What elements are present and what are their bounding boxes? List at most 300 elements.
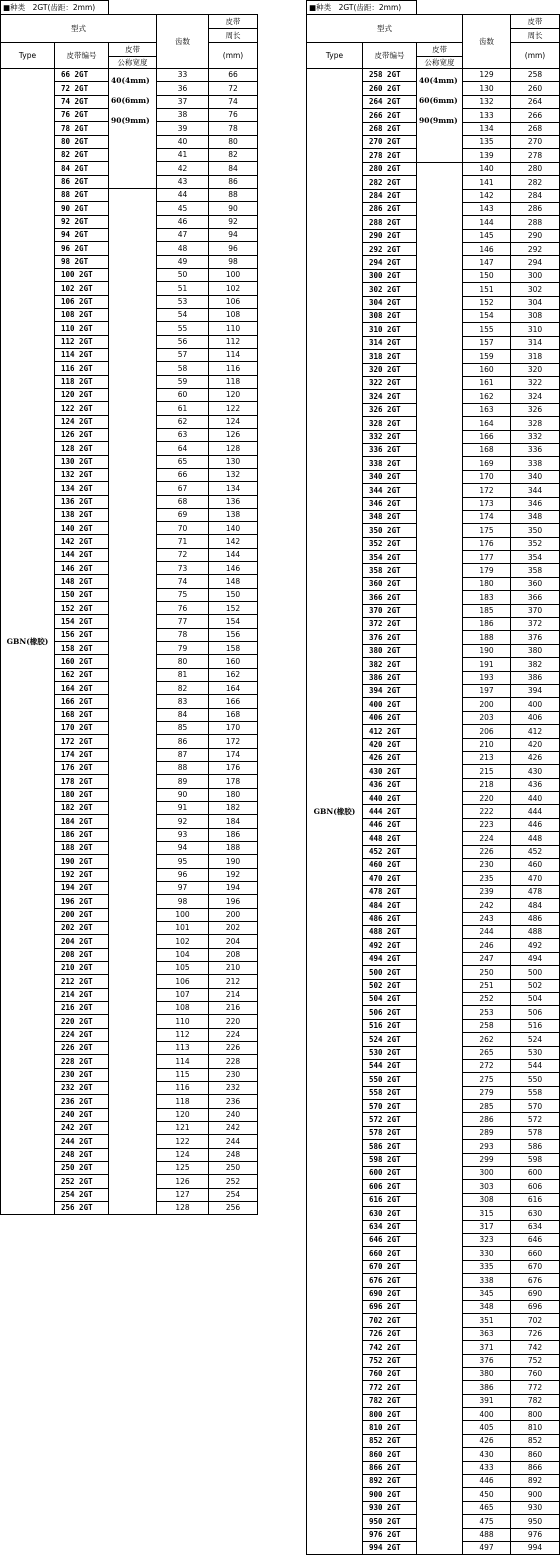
perimeter-cell: 670 <box>511 1260 560 1273</box>
belt-code-cell: 160 2GT <box>55 655 109 668</box>
table-title: ■种类 2GT(齿距：2mm) <box>307 1 417 15</box>
perimeter-cell: 380 <box>511 644 560 657</box>
belt-code-cell: 256 2GT <box>55 1201 109 1214</box>
perimeter-cell: 78 <box>209 122 258 135</box>
teeth-count-cell: 127 <box>157 1188 209 1201</box>
belt-code-cell: 504 2GT <box>363 992 417 1005</box>
belt-code-cell: 310 2GT <box>363 323 417 336</box>
perimeter-cell: 304 <box>511 296 560 309</box>
perimeter-cell: 406 <box>511 711 560 724</box>
teeth-count-cell: 38 <box>157 108 209 121</box>
width-option: 40(4mm) <box>419 76 458 85</box>
belt-code-cell: 436 2GT <box>363 778 417 791</box>
belt-code-cell: 354 2GT <box>363 551 417 564</box>
perimeter-cell: 726 <box>511 1327 560 1340</box>
perimeter-cell: 440 <box>511 792 560 805</box>
teeth-count-cell: 174 <box>463 510 511 523</box>
belt-code-cell: 366 2GT <box>363 591 417 604</box>
perimeter-cell: 140 <box>209 522 258 535</box>
belt-code-cell: 90 2GT <box>55 202 109 215</box>
teeth-count-cell: 162 <box>463 390 511 403</box>
belt-code-cell: 634 2GT <box>363 1220 417 1233</box>
perimeter-cell: 516 <box>511 1019 560 1032</box>
teeth-count-cell: 74 <box>157 575 209 588</box>
perimeter-cell: 772 <box>511 1381 560 1394</box>
teeth-count-cell: 141 <box>463 176 511 189</box>
belt-code-cell: 344 2GT <box>363 484 417 497</box>
perimeter-cell: 96 <box>209 242 258 255</box>
belt-code-cell: 670 2GT <box>363 1260 417 1273</box>
perimeter-cell: 976 <box>511 1528 560 1541</box>
teeth-count-cell: 39 <box>157 122 209 135</box>
teeth-count-cell: 76 <box>157 602 209 615</box>
teeth-count-cell: 60 <box>157 388 209 401</box>
belt-code-cell: 492 2GT <box>363 939 417 952</box>
perimeter-cell: 94 <box>209 228 258 241</box>
perimeter-cell: 950 <box>511 1515 560 1528</box>
belt-code-cell: 446 2GT <box>363 818 417 831</box>
perimeter-cell: 214 <box>209 988 258 1001</box>
teeth-count-cell: 330 <box>463 1247 511 1260</box>
teeth-count-cell: 66 <box>157 468 209 481</box>
belt-code-cell: 146 2GT <box>55 562 109 575</box>
belt-code-cell: 772 2GT <box>363 1381 417 1394</box>
teeth-count-cell: 272 <box>463 1059 511 1072</box>
perimeter-cell: 436 <box>511 778 560 791</box>
teeth-count-cell: 190 <box>463 644 511 657</box>
belt-code-cell: 752 2GT <box>363 1354 417 1367</box>
perimeter-cell: 188 <box>209 842 258 855</box>
belt-code-cell: 260 2GT <box>363 82 417 95</box>
belt-code-cell: 224 2GT <box>55 1028 109 1041</box>
teeth-count-cell: 155 <box>463 323 511 336</box>
perimeter-cell: 264 <box>511 95 560 108</box>
belt-code-cell: 124 2GT <box>55 415 109 428</box>
belt-code-cell: 228 2GT <box>55 1055 109 1068</box>
teeth-count-cell: 134 <box>463 122 511 135</box>
belt-code-cell: 530 2GT <box>363 1046 417 1059</box>
teeth-count-cell: 121 <box>157 1121 209 1134</box>
perimeter-cell: 200 <box>209 908 258 921</box>
teeth-count-cell: 172 <box>463 484 511 497</box>
belt-code-cell: 212 2GT <box>55 975 109 988</box>
width-filler <box>109 188 157 1214</box>
perimeter-cell: 224 <box>209 1028 258 1041</box>
teeth-count-cell: 426 <box>463 1434 511 1447</box>
perimeter-cell: 134 <box>209 482 258 495</box>
belt-code-cell: 258 2GT <box>363 69 417 82</box>
belt-code-cell: 162 2GT <box>55 668 109 681</box>
perimeter-cell: 232 <box>209 1081 258 1094</box>
teeth-count-cell: 244 <box>463 926 511 939</box>
teeth-count-cell: 497 <box>463 1541 511 1554</box>
perimeter-cell: 340 <box>511 470 560 483</box>
teeth-count-cell: 345 <box>463 1287 511 1300</box>
perimeter-cell: 260 <box>511 82 560 95</box>
belt-code-cell: 136 2GT <box>55 495 109 508</box>
perimeter-cell: 192 <box>209 868 258 881</box>
perimeter-cell: 366 <box>511 591 560 604</box>
perimeter-cell: 158 <box>209 642 258 655</box>
perimeter-cell: 506 <box>511 1006 560 1019</box>
belt-code-cell: 500 2GT <box>363 966 417 979</box>
belt-code-cell: 440 2GT <box>363 792 417 805</box>
belt-code-cell: 174 2GT <box>55 748 109 761</box>
belt-code-cell: 192 2GT <box>55 868 109 881</box>
perimeter-cell: 84 <box>209 162 258 175</box>
teeth-count-cell: 110 <box>157 1015 209 1028</box>
belt-code-cell: 332 2GT <box>363 430 417 443</box>
perimeter-cell: 900 <box>511 1488 560 1501</box>
perimeter-cell: 266 <box>511 109 560 122</box>
perimeter-cell: 930 <box>511 1501 560 1514</box>
belt-code-cell: 900 2GT <box>363 1488 417 1501</box>
teeth-count-cell: 293 <box>463 1140 511 1153</box>
teeth-count-cell: 61 <box>157 402 209 415</box>
perimeter-cell: 676 <box>511 1274 560 1287</box>
perimeter-cell: 478 <box>511 885 560 898</box>
belt-code-cell: 502 2GT <box>363 979 417 992</box>
teeth-count-cell: 102 <box>157 935 209 948</box>
teeth-count-cell: 144 <box>463 216 511 229</box>
belt-code-cell: 74 2GT <box>55 95 109 108</box>
perimeter-cell: 344 <box>511 484 560 497</box>
perimeter-cell: 742 <box>511 1341 560 1354</box>
belt-code-cell: 88 2GT <box>55 188 109 201</box>
belt-code-cell: 80 2GT <box>55 135 109 148</box>
teeth-count-cell: 203 <box>463 711 511 724</box>
perimeter-cell: 782 <box>511 1394 560 1407</box>
belt-code-cell: 288 2GT <box>363 216 417 229</box>
perimeter-cell: 278 <box>511 149 560 162</box>
belt-code-cell: 484 2GT <box>363 899 417 912</box>
teeth-count-cell: 230 <box>463 859 511 872</box>
teeth-count-cell: 42 <box>157 162 209 175</box>
perimeter-cell: 570 <box>511 1100 560 1113</box>
belt-code-cell: 324 2GT <box>363 390 417 403</box>
belt-code-cell: 338 2GT <box>363 457 417 470</box>
perimeter-cell: 852 <box>511 1434 560 1447</box>
belt-code-cell: 186 2GT <box>55 828 109 841</box>
teeth-count-cell: 96 <box>157 868 209 881</box>
belt-code-cell: 166 2GT <box>55 695 109 708</box>
belt-code-cell: 282 2GT <box>363 176 417 189</box>
teeth-count-cell: 488 <box>463 1528 511 1541</box>
teeth-count-cell: 85 <box>157 722 209 735</box>
belt-code-cell: 196 2GT <box>55 895 109 908</box>
belt-spec-table <box>0 0 258 1215</box>
perimeter-cell: 310 <box>511 323 560 336</box>
teeth-count-cell: 242 <box>463 899 511 912</box>
teeth-count-cell: 44 <box>157 188 209 201</box>
perimeter-cell: 138 <box>209 508 258 521</box>
belt-code-cell: 930 2GT <box>363 1501 417 1514</box>
belt-code-cell: 190 2GT <box>55 855 109 868</box>
teeth-count-cell: 285 <box>463 1100 511 1113</box>
belt-code-cell: 236 2GT <box>55 1095 109 1108</box>
width-options <box>417 69 463 163</box>
teeth-count-cell: 51 <box>157 282 209 295</box>
belt-code-cell: 216 2GT <box>55 1001 109 1014</box>
teeth-count-cell: 279 <box>463 1086 511 1099</box>
belt-code-cell: 240 2GT <box>55 1108 109 1121</box>
belt-code-cell: 352 2GT <box>363 537 417 550</box>
belt-code-cell: 226 2GT <box>55 1041 109 1054</box>
teeth-count-cell: 175 <box>463 524 511 537</box>
perimeter-cell: 452 <box>511 845 560 858</box>
teeth-count-cell: 58 <box>157 362 209 375</box>
perimeter-cell: 244 <box>209 1135 258 1148</box>
type-value: GBN(橡胶) <box>1 69 55 1215</box>
belt-code-cell: 570 2GT <box>363 1100 417 1113</box>
perimeter-cell: 258 <box>511 69 560 82</box>
belt-code-cell: 248 2GT <box>55 1148 109 1161</box>
belt-code-cell: 72 2GT <box>55 82 109 95</box>
teeth-count-cell: 147 <box>463 256 511 269</box>
teeth-count-cell: 224 <box>463 832 511 845</box>
perimeter-cell: 226 <box>209 1041 258 1054</box>
perimeter-cell: 252 <box>209 1175 258 1188</box>
perimeter-cell: 98 <box>209 255 258 268</box>
perimeter-cell: 112 <box>209 335 258 348</box>
teeth-count-cell: 210 <box>463 738 511 751</box>
perimeter-cell: 358 <box>511 564 560 577</box>
teeth-count-cell: 106 <box>157 975 209 988</box>
belt-code-cell: 66 2GT <box>55 69 109 82</box>
belt-code-cell: 550 2GT <box>363 1073 417 1086</box>
teeth-count-cell: 112 <box>157 1028 209 1041</box>
teeth-count-cell: 139 <box>463 149 511 162</box>
teeth-count-cell: 80 <box>157 655 209 668</box>
teeth-count-cell: 262 <box>463 1033 511 1046</box>
teeth-count-cell: 115 <box>157 1068 209 1081</box>
perimeter-cell: 484 <box>511 899 560 912</box>
belt-code-cell: 106 2GT <box>55 295 109 308</box>
belt-code-cell: 506 2GT <box>363 1006 417 1019</box>
belt-code-cell: 168 2GT <box>55 708 109 721</box>
perimeter-cell: 860 <box>511 1448 560 1461</box>
belt-code-cell: 486 2GT <box>363 912 417 925</box>
belt-code-cell: 382 2GT <box>363 658 417 671</box>
perimeter-cell: 110 <box>209 322 258 335</box>
perimeter-cell: 302 <box>511 283 560 296</box>
perimeter-cell: 90 <box>209 202 258 215</box>
belt-code-cell: 598 2GT <box>363 1153 417 1166</box>
teeth-count-cell: 380 <box>463 1367 511 1380</box>
teeth-count-cell: 446 <box>463 1475 511 1488</box>
perimeter-cell: 142 <box>209 535 258 548</box>
belt-code-cell: 696 2GT <box>363 1300 417 1313</box>
perimeter-cell: 284 <box>511 189 560 202</box>
teeth-count-cell: 91 <box>157 802 209 815</box>
teeth-count-cell: 151 <box>463 283 511 296</box>
belt-code-cell: 702 2GT <box>363 1314 417 1327</box>
teeth-count-cell: 371 <box>463 1341 511 1354</box>
teeth-count-cell: 68 <box>157 495 209 508</box>
width-option: 60(6mm) <box>419 96 458 105</box>
belt-code-cell: 372 2GT <box>363 618 417 631</box>
belt-code-cell: 488 2GT <box>363 926 417 939</box>
teeth-count-cell: 105 <box>157 961 209 974</box>
perimeter-cell: 350 <box>511 524 560 537</box>
teeth-count-cell: 71 <box>157 535 209 548</box>
teeth-count-cell: 101 <box>157 922 209 935</box>
width-option: 90(9mm) <box>419 116 458 125</box>
teeth-count-cell: 159 <box>463 350 511 363</box>
teeth-header: 齿数 <box>157 15 209 69</box>
perimeter-cell: 280 <box>511 162 560 175</box>
teeth-count-cell: 114 <box>157 1055 209 1068</box>
teeth-count-cell: 213 <box>463 751 511 764</box>
perimeter-cell: 502 <box>511 979 560 992</box>
teeth-count-cell: 154 <box>463 310 511 323</box>
perimeter-cell: 586 <box>511 1140 560 1153</box>
perimeter-cell: 236 <box>209 1095 258 1108</box>
perimeter-cell: 190 <box>209 855 258 868</box>
belt-code-cell: 112 2GT <box>55 335 109 348</box>
teeth-count-cell: 95 <box>157 855 209 868</box>
belt-spec-table <box>306 0 560 1555</box>
belt-code-cell: 172 2GT <box>55 735 109 748</box>
teeth-count-cell: 41 <box>157 148 209 161</box>
belt-code-cell: 606 2GT <box>363 1180 417 1193</box>
teeth-count-cell: 146 <box>463 243 511 256</box>
teeth-count-cell: 177 <box>463 551 511 564</box>
teeth-count-cell: 97 <box>157 882 209 895</box>
perimeter-cell: 86 <box>209 175 258 188</box>
teeth-count-cell: 94 <box>157 842 209 855</box>
left-spec-panel <box>0 0 258 1215</box>
belt-code-cell: 866 2GT <box>363 1461 417 1474</box>
teeth-count-cell: 86 <box>157 735 209 748</box>
belt-code-cell: 114 2GT <box>55 348 109 361</box>
teeth-count-cell: 170 <box>463 470 511 483</box>
belt-code-cell: 140 2GT <box>55 522 109 535</box>
belt-code-cell: 86 2GT <box>55 175 109 188</box>
teeth-count-cell: 239 <box>463 885 511 898</box>
belt-code-cell: 346 2GT <box>363 497 417 510</box>
perimeter-cell: 354 <box>511 551 560 564</box>
perimeter-cell: 630 <box>511 1207 560 1220</box>
teeth-count-cell: 188 <box>463 631 511 644</box>
teeth-count-cell: 351 <box>463 1314 511 1327</box>
teeth-count-cell: 405 <box>463 1421 511 1434</box>
perimeter-cell: 426 <box>511 751 560 764</box>
belt-code-cell: 810 2GT <box>363 1421 417 1434</box>
belt-code-cell: 314 2GT <box>363 336 417 349</box>
belt-code-cell: 194 2GT <box>55 882 109 895</box>
perimeter-header-line1: 皮带 <box>511 15 560 29</box>
teeth-count-cell: 140 <box>463 162 511 175</box>
teeth-count-cell: 65 <box>157 455 209 468</box>
type-header: Type <box>307 43 363 69</box>
perimeter-cell: 76 <box>209 108 258 121</box>
belt-code-cell: 976 2GT <box>363 1528 417 1541</box>
teeth-count-cell: 69 <box>157 508 209 521</box>
teeth-count-cell: 465 <box>463 1501 511 1514</box>
belt-code-cell: 266 2GT <box>363 109 417 122</box>
belt-code-cell: 244 2GT <box>55 1135 109 1148</box>
teeth-count-cell: 98 <box>157 895 209 908</box>
belt-code-cell: 336 2GT <box>363 443 417 456</box>
belt-code-cell: 358 2GT <box>363 564 417 577</box>
width-option: 40(4mm) <box>111 76 150 85</box>
teeth-count-cell: 246 <box>463 939 511 952</box>
width-header-line2: 公称宽度 <box>109 57 157 69</box>
perimeter-cell: 352 <box>511 537 560 550</box>
teeth-count-cell: 183 <box>463 591 511 604</box>
teeth-count-cell: 77 <box>157 615 209 628</box>
belt-code-cell: 394 2GT <box>363 684 417 697</box>
perimeter-cell: 336 <box>511 443 560 456</box>
belt-code-cell: 110 2GT <box>55 322 109 335</box>
perimeter-cell: 994 <box>511 1541 560 1554</box>
perimeter-cell: 470 <box>511 872 560 885</box>
perimeter-cell: 116 <box>209 362 258 375</box>
perimeter-cell: 446 <box>511 818 560 831</box>
perimeter-cell: 220 <box>209 1015 258 1028</box>
teeth-count-cell: 64 <box>157 442 209 455</box>
teeth-count-cell: 160 <box>463 363 511 376</box>
teeth-count-cell: 275 <box>463 1073 511 1086</box>
perimeter-cell: 228 <box>209 1055 258 1068</box>
teeth-count-cell: 475 <box>463 1515 511 1528</box>
belt-code-cell: 760 2GT <box>363 1367 417 1380</box>
teeth-count-cell: 57 <box>157 348 209 361</box>
teeth-count-cell: 62 <box>157 415 209 428</box>
teeth-count-cell: 46 <box>157 215 209 228</box>
perimeter-cell: 412 <box>511 725 560 738</box>
belt-code-cell: 572 2GT <box>363 1113 417 1126</box>
perimeter-cell: 376 <box>511 631 560 644</box>
belt-code-cell: 852 2GT <box>363 1434 417 1447</box>
perimeter-cell: 184 <box>209 815 258 828</box>
belt-code-cell: 616 2GT <box>363 1193 417 1206</box>
teeth-count-cell: 430 <box>463 1448 511 1461</box>
perimeter-cell: 160 <box>209 655 258 668</box>
perimeter-cell: 332 <box>511 430 560 443</box>
perimeter-cell: 810 <box>511 1421 560 1434</box>
belt-code-cell: 478 2GT <box>363 885 417 898</box>
width-option: 90(9mm) <box>111 116 150 125</box>
perimeter-cell: 108 <box>209 308 258 321</box>
teeth-count-cell: 33 <box>157 69 209 82</box>
teeth-count-cell: 193 <box>463 671 511 684</box>
perimeter-cell: 488 <box>511 926 560 939</box>
perimeter-cell: 572 <box>511 1113 560 1126</box>
perimeter-cell: 196 <box>209 895 258 908</box>
belt-code-cell: 164 2GT <box>55 682 109 695</box>
teeth-count-cell: 75 <box>157 588 209 601</box>
belt-code-cell: 210 2GT <box>55 961 109 974</box>
belt-code-cell: 600 2GT <box>363 1167 417 1180</box>
perimeter-cell: 504 <box>511 992 560 1005</box>
perimeter-cell: 660 <box>511 1247 560 1260</box>
perimeter-cell: 182 <box>209 802 258 815</box>
belt-code-cell: 660 2GT <box>363 1247 417 1260</box>
teeth-count-cell: 161 <box>463 376 511 389</box>
teeth-count-cell: 303 <box>463 1180 511 1193</box>
perimeter-cell: 460 <box>511 859 560 872</box>
teeth-count-cell: 83 <box>157 695 209 708</box>
belt-code-cell: 154 2GT <box>55 615 109 628</box>
teeth-count-cell: 88 <box>157 762 209 775</box>
perimeter-cell: 102 <box>209 282 258 295</box>
belt-code-cell: 444 2GT <box>363 805 417 818</box>
teeth-count-cell: 168 <box>463 443 511 456</box>
teeth-count-cell: 220 <box>463 792 511 805</box>
type-header: Type <box>1 43 55 69</box>
